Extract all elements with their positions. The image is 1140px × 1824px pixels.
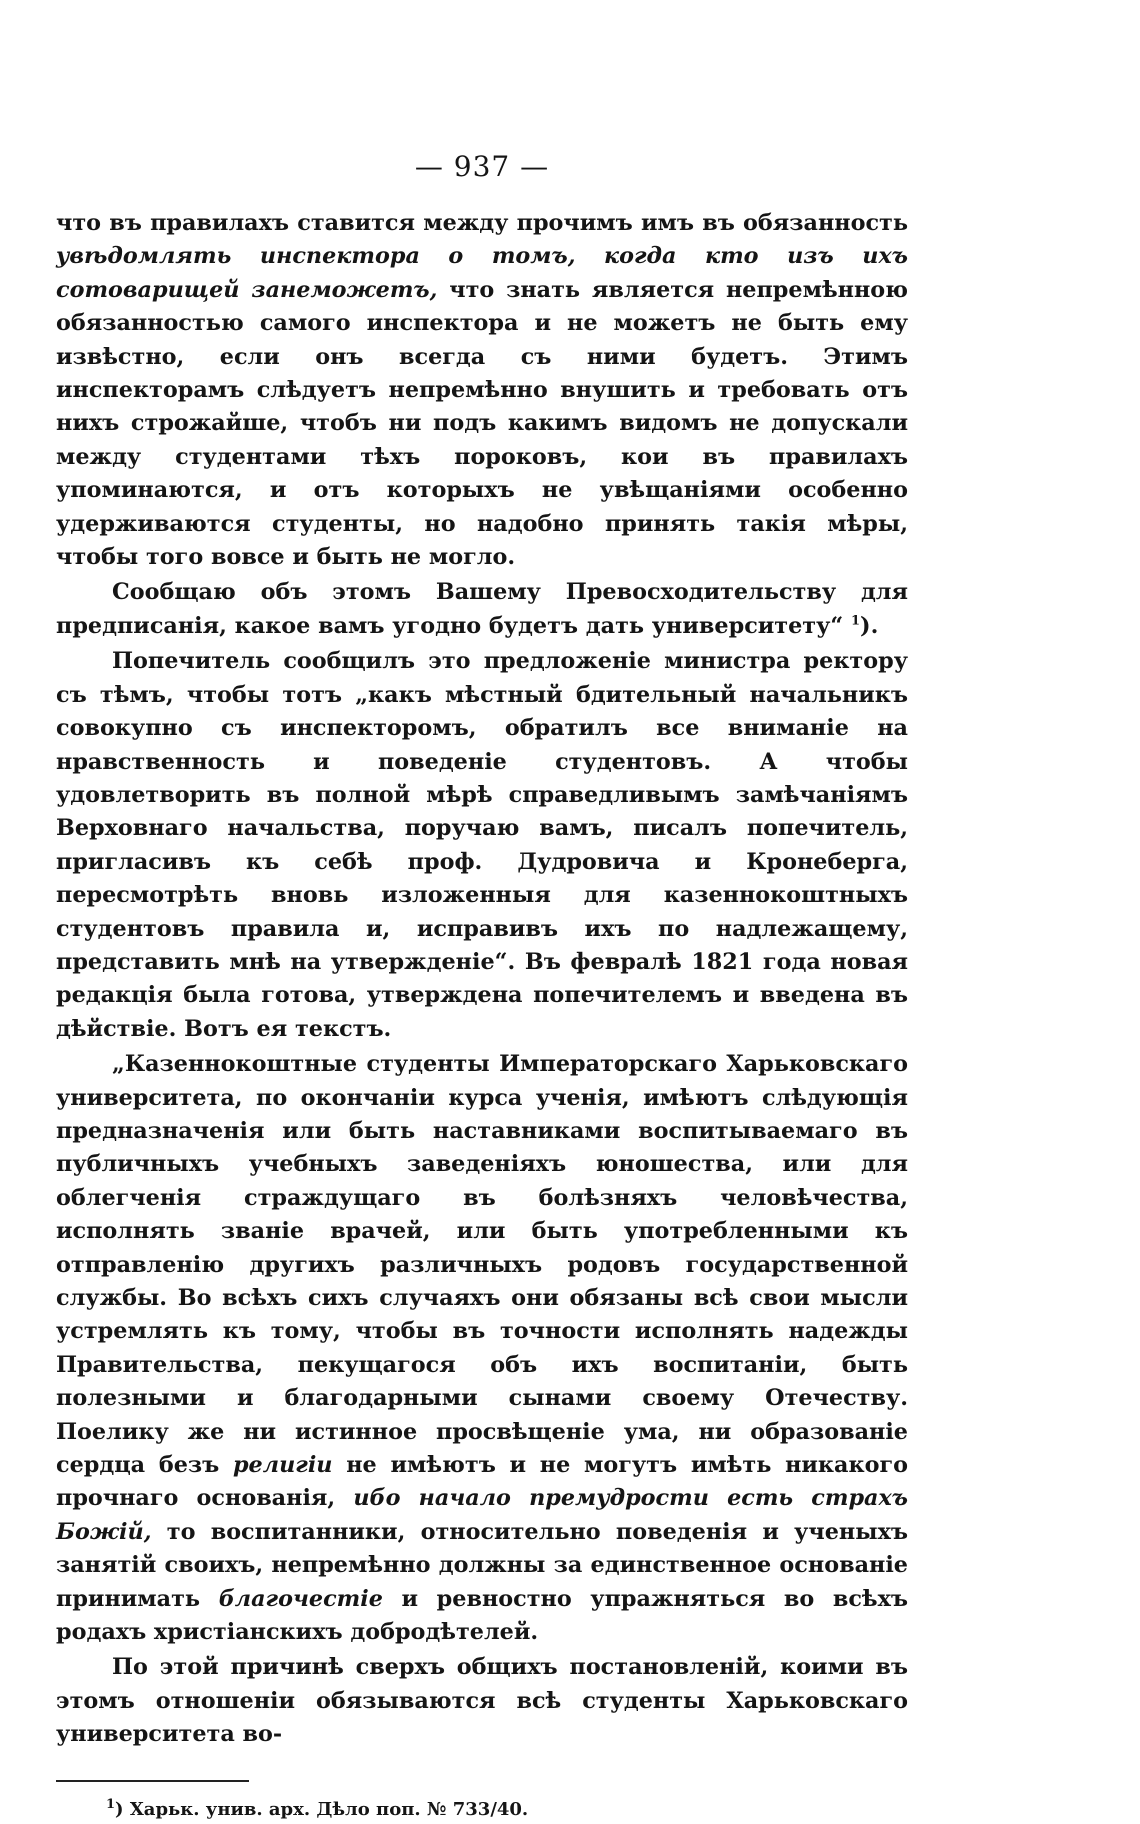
paragraph-1 xyxy=(56,207,908,574)
paragraph-4-italic-piety: благочестіе xyxy=(218,1585,383,1612)
paragraph-4-text-a: „Казеннокоштные студенты Императорскаго Харьковскаго университета, по окончаніи курса ученія, имѣютъ слѣдующія предназначенія или быть наставниками воспитываемаго въ публичныхъ учебныхъ заведеніяхъ юношества, или для облегченія страждущаго въ болѣзняхъ человѣчества, исполнять званіе врачей, или быть употребленными къ отправленію другихъ различныхъ родовъ государственной службы. Во всѣхъ сихъ случаяхъ они обязаны всѣ свои мысли устремлять къ тому, чтобы въ точности исполнять надежды Правительства, пекущагося объ ихъ воспитаніи, быть полезными и благодарными сынами своему Отечеству. Поелику же ни истинное просвѣщеніе ума, ни образованіе сердца безъ xyxy=(56,1051,908,1479)
paragraph-4-text-b: не имѣютъ и не могутъ имѣть никакого прочнаго основанія, xyxy=(56,1452,908,1512)
book-page xyxy=(56,150,908,1824)
paragraph-1-text-b: что знать является непремѣнною обязанностью самого инспектора и не можетъ не быть ему извѣстно, если онъ всегда съ ними будетъ. Этимъ инспекторамъ слѣдуетъ непремѣнно внушить и требовать отъ нихъ строжайше, чтобъ ни подъ какимъ видомъ не допускали между студентами тѣхъ пороковъ, кои въ правилахъ упоминаются, и отъ которыхъ не увѣщаніями особенно удерживаются студенты, но надобно принять такія мѣры, чтобы того вовсе и быть не могло. xyxy=(56,276,909,571)
paragraph-4-text-d: и ревностно упражняться во всѣхъ родахъ христіанскихъ добродѣтелей. xyxy=(56,1585,908,1646)
paragraph-1-italic: увѣдомлять инспектора о томъ, когда кто изъ ихъ сотоварищей занеможетъ, xyxy=(56,243,908,303)
paragraph-4-italic-religion: религіи xyxy=(232,1452,333,1479)
paragraph-3: Попечитель сообщилъ это предложеніе министра ректору съ тѣмъ, чтобы тотъ „какъ мѣстный бдительный начальникъ совокупно съ инспекторомъ, обратилъ все вниманіе на нравственность и поведеніе студентовъ. А чтобы удовлетворить въ полной мѣрѣ справедливымъ замѣчаніямъ Верховнаго начальства, поручаю вамъ, писалъ попечитель, пригласивъ къ себѣ проф. Дудровича и Кронеберга, пересмотрѣть вновь изложенныя для казеннокоштныхъ студентовъ правила и, исправивъ ихъ по надлежащему, представить мнѣ на утвержденіе“. Въ февралѣ 1821 года новая редакція была готова, утверждена попечителемъ и введена въ дѣйствіе. Вотъ ея текстъ. xyxy=(56,648,908,1042)
paragraph-2 xyxy=(56,576,908,643)
paragraph-4-italic-quote: ибо начало премудрости есть страхъ Божій, xyxy=(56,1485,908,1545)
paragraph-2-end: ). xyxy=(860,612,879,639)
footnote-mark: 1 xyxy=(106,1796,116,1812)
footnote-text: ) Харьк. унив. арх. Дѣло поп. № 733/40. xyxy=(115,1798,529,1820)
footnote xyxy=(106,1796,908,1824)
footnote-divider xyxy=(56,1780,249,1782)
paragraph-4-text-c: то воспитанники, относительно поведенія и ученыхъ занятій своихъ, непремѣнно должны за единственное основаніе принимать xyxy=(56,1518,908,1612)
footnote-reference: 1 xyxy=(850,613,861,629)
paragraph-1-text-a: что въ правилахъ ставится между прочимъ имъ въ обязанность xyxy=(56,210,908,236)
page-number: — 937 — xyxy=(414,150,550,183)
paragraph-2-text: Сообщаю объ этомъ Вашему Превосходительству для предписанія, какое вамъ угодно будетъ дать университету“ xyxy=(56,579,908,639)
paragraph-4 xyxy=(56,1048,908,1649)
paragraph-5: По этой причинѣ сверхъ общихъ постановленій, коими въ этомъ отношеніи обязываются всѣ студенты Харьковскаго университета во- xyxy=(56,1654,908,1748)
